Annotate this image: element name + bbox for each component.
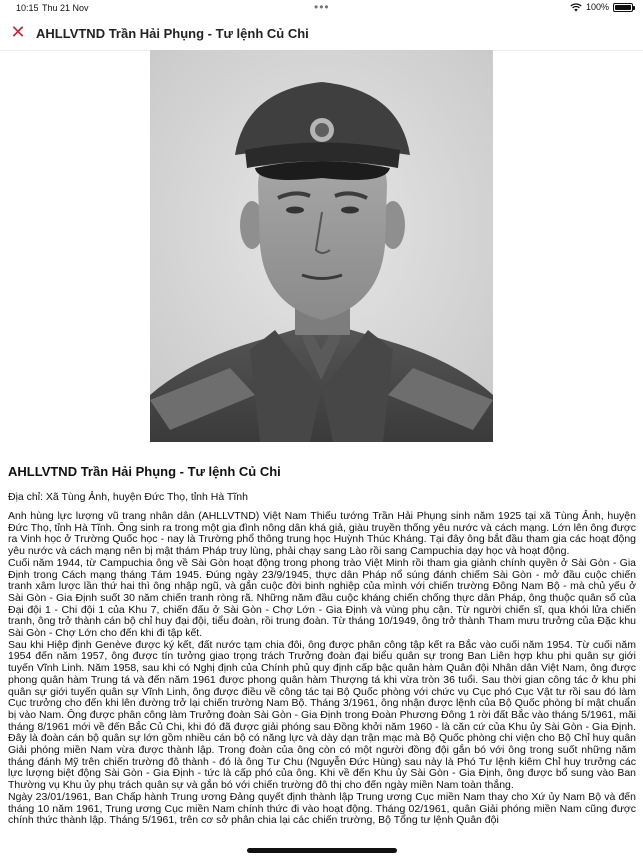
status-date: Thu 21 Nov [42, 3, 89, 13]
article-title: AHLLVTND Trần Hải Phụng - Tư lệnh Củ Chi [8, 464, 281, 479]
close-button[interactable] [8, 22, 28, 42]
article-address: Địa chỉ: Xã Tùng Ảnh, huyện Đức Thọ, tỉnh Hà Tĩnh [8, 491, 248, 503]
close-icon: ✕ [10, 22, 26, 42]
status-indicators [570, 2, 633, 12]
wifi-icon [570, 3, 582, 12]
battery-icon [613, 3, 633, 12]
multitasking-dots[interactable]: ••• [314, 0, 330, 14]
nav-bar [0, 16, 643, 51]
article-content [8, 464, 636, 827]
article-paragraph: Anh hùng lực lượng vũ trang nhân dân (AHLLVTND) Việt Nam Thiếu tướng Trần Hải Phụng sinh năm 1925 tại xã Tùng Ảnh, huyện Đức Thọ, tỉnh Hà Tĩnh. Ông sinh ra trong một gia đình nông dân khá giả, giàu truyền thống yêu nước và cách mạng. Lớn lên ông được ra Vinh học ở Trường Quốc học - nay là Trường phổ thông trung học Huỳnh Thúc Kháng. Tại đây ông bắt đầu tham gia các hoạt động yêu nước và cách mạng nên bị mật thám Pháp truy lùng, phải chạy sang Lào rồi sang Campuchia dạy học và hoạt động. [8, 510, 636, 558]
status-time: 10:15 [16, 3, 39, 13]
status-bar [0, 0, 643, 16]
article-paragraph: Sau khi Hiệp định Genève được ký kết, đất nước tạm chia đôi, ông được phân công tập kết ra Bắc vào cuối năm 1954. Từ cuối năm 1954 đến năm 1957, ông được tín tưởng giao trọng trách Trưởng đoàn đại biểu quân sự trong Ban Liên hợp khu phi quân sự giới tuyến Vĩnh Linh. Năm 1958, sau khi có Nghị định của Chính phủ quy định cấp bậc quân hàm Quân đội Nhân dân Việt Nam, ông được phong quân hàm Trung tá và đến năm 1961 được phong quân hàm Thượng tá khi vừa tròn 36 tuổi. Sau thời gian công tác ở khu phi quân sự giới tuyến quân sự Vĩnh Linh, ông được điều về công tác tại Bộ Quốc phòng với chức vụ Cục phó Cục Vật tư rồi sau đó làm Cục trưởng cho đến khi lên đường trở lại chiến trường Nam Bộ. Tháng 3/1961, ông nhận được lệnh của Bộ Quốc phòng bí mật chuẩn bị vào Nam. Ông được phân công làm Trưởng đoàn Sài Gòn - Gia Định trong Đoàn Phương Đông 1 rời đất Bắc vào tháng 5/1961, mãi tháng 8/1961 mới về đến Bắc Củ Chi, khi đó đã được giải phóng sau Đồng khởi năm 1960 - là căn cứ của Khu ủy Sài Gòn - Gia Định. Đây là đoàn cán bộ quân sự lớn gồm nhiều cán bộ có năng lực và dày dạn trận mạc mà Bộ Quốc phòng chi viện cho Bộ Chỉ huy quân Giải phóng miền Nam vừa được thành lập. Trong đoàn của ông còn có một người đồng đội gắn bó với ông trong suốt những năm tháng đánh Mỹ trên chiến trường đô thành - đó là ông Tư Chu (Nguyễn Đức Hùng) sau này là Phó Tư lệnh kiêm Chỉ huy trưởng các lực lượng biệt động Sài Gòn - Gia Định - tức là cấp phó của ông. Khi về đến Khu ủy Sài Gòn - Gia Định, ông được bổ sung vào Ban Thường vụ Khu ủy phụ trách quân sự và gắn bó với chiến trường đô thị cho đến ngày miền Nam toàn thắng. [8, 638, 636, 792]
article-paragraph: Ngày 23/01/1961, Ban Chấp hành Trung ương Đảng quyết định thành lập Trung ương Cục miền Nam thay cho Xứ ủy Nam Bộ và đến tháng 10 năm 1961, Trung ương Cục miền Nam chính thức đi vào hoạt động. Tháng 02/1961, quân Giải phóng miền Nam cũng được chính thức thành lập. Tháng 5/1961, trên cơ sở phân chia lại các chiến trường, Bộ Tổng tư lệnh Quân đội [8, 790, 636, 827]
battery-percentage: 100% [585, 2, 609, 12]
article-paragraph: Cuối năm 1944, từ Campuchia ông về Sài Gòn hoạt động trong phong trào Việt Minh rồi tham gia giành chính quyền ở Sài Gòn - Gia Định trong Cách mạng tháng Tám 1945. Đúng ngày 23/9/1945, thực dân Pháp nổ súng đánh chiếm Sài Gòn - mở đầu cuộc chiến tranh xâm lược lần thứ hai thì ông nhập ngũ, và gắn cuộc đời binh nghiệp của mình với chiến trường Đông Nam Bộ - mà chủ yếu ở Sài Gòn - Gia Định suốt 30 năm chiến tranh ròng rã. Những năm đầu cuộc kháng chiến chống thực dân Pháp, ông thuộc quân số của Đại đội 1 - Chi đội 1 của Khu 7, chiến đấu ở Sài Gòn - Chợ Lớn - Gia Định và vùng phụ cận. Từ người chiến sĩ, qua khói lửa chiến tranh, ông trở thành cán bộ chỉ huy đại đội, tiểu đoàn, rồi trung đoàn. Từ tháng 10/1949, ông trở thành Tham mưu trưởng của Đặc khu Sài Gòn - Chợ Lớn cho đến khi đi tập kết. [8, 556, 636, 640]
nav-title: AHLLVTND Trần Hải Phụng - Tư lệnh Củ Chi [36, 26, 309, 41]
portrait-photo [150, 50, 493, 442]
home-indicator[interactable] [247, 848, 397, 853]
